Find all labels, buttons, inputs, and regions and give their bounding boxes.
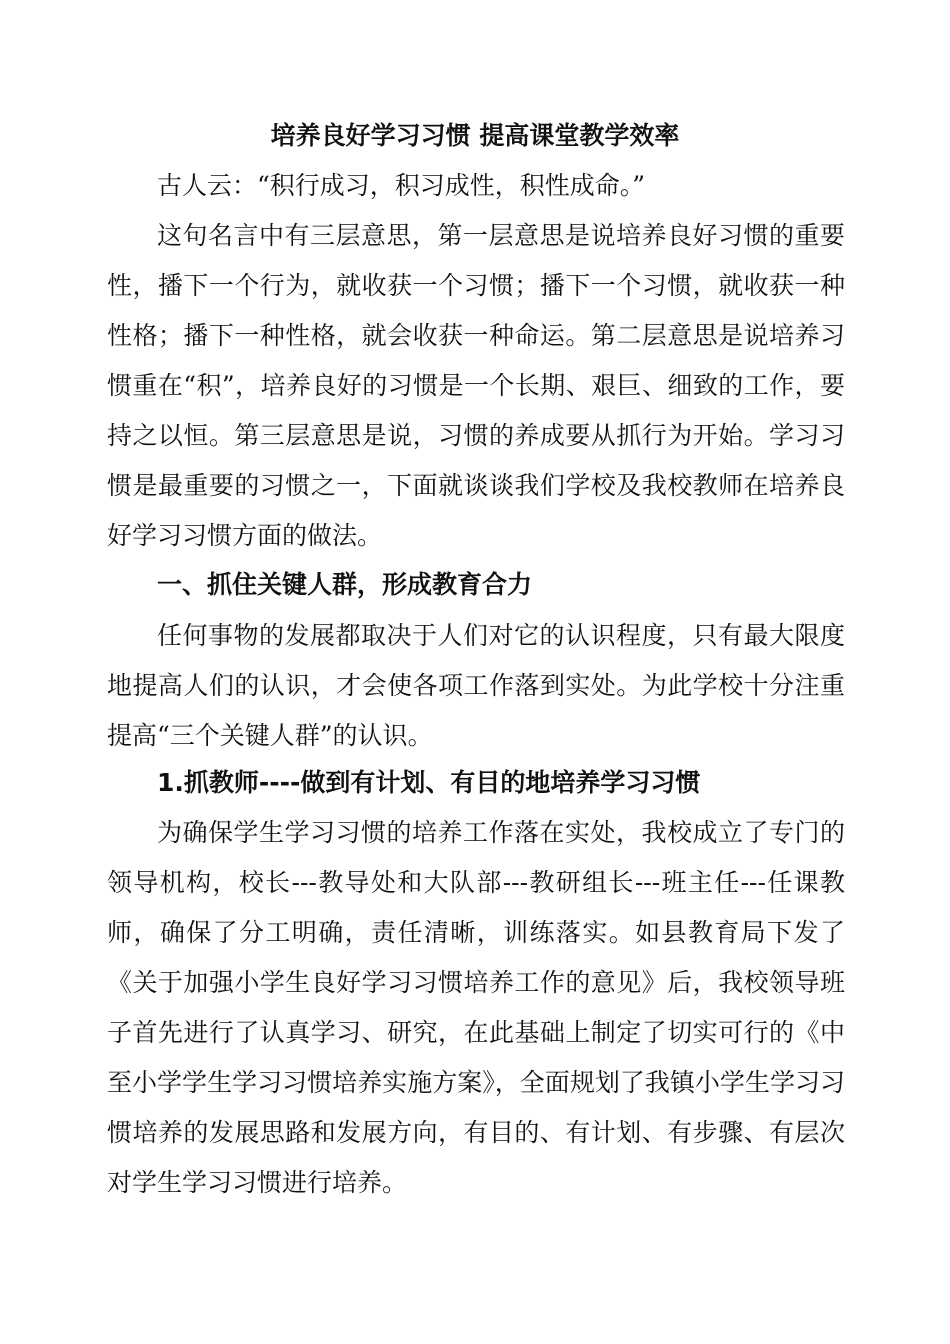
section-heading: 一、抓住关键人群，形成教育合力	[157, 570, 533, 599]
body-paragraph: 任何事物的发展都取决于人们对它的认识程度，只有最大限度地提高人们的认识，才会使各项工作落到实处。为此学校十分注重提高“三个关键人群”的认识。	[107, 621, 845, 750]
quote-paragraph: 古人云：“积行成习，积习成性，积性成命。”	[157, 171, 646, 200]
body-paragraph: 为确保学生学习习惯的培养工作落在实处，我校成立了专门的领导机构，校长---教导处和大队部---教研组长---班主任---任课教师，确保了分工明确，责任清晰，训练落实。如县教育局下发了《关于加强小学生良好学习习惯培养工作的意见》后，我校领导班子首先进行了认真学习、研究，在此基础上制定了切实可行的《中至小学学生学习习惯培养实施方案》，全面规划了我镇小学生学习习惯培养的发展思路和发展方向，有目的、有计划、有步骤、有层次对学生学习习惯进行培养。	[107, 818, 845, 1197]
body-paragraph: 这句名言中有三层意思，第一层意思是说培养良好习惯的重要性，播下一个行为，就收获一个习惯；播下一个习惯，就收获一种性格；播下一种性格，就会收获一种命运。第二层意思是说培养习惯重在“积”，培养良好的习惯是一个长期、艰巨、细致的工作，要持之以恒。第三层意思是说，习惯的养成要从抓行为开始。学习习惯是最重要的习惯之一，下面就谈谈我们学校及我校教师在培养良好学习习惯方面的做法。	[107, 221, 845, 550]
document-title: 培养良好学习习惯 提高课堂教学效率	[270, 121, 680, 150]
subsection-heading: 1.抓教师----做到有计划、有目的地培养学习习惯	[157, 768, 701, 797]
